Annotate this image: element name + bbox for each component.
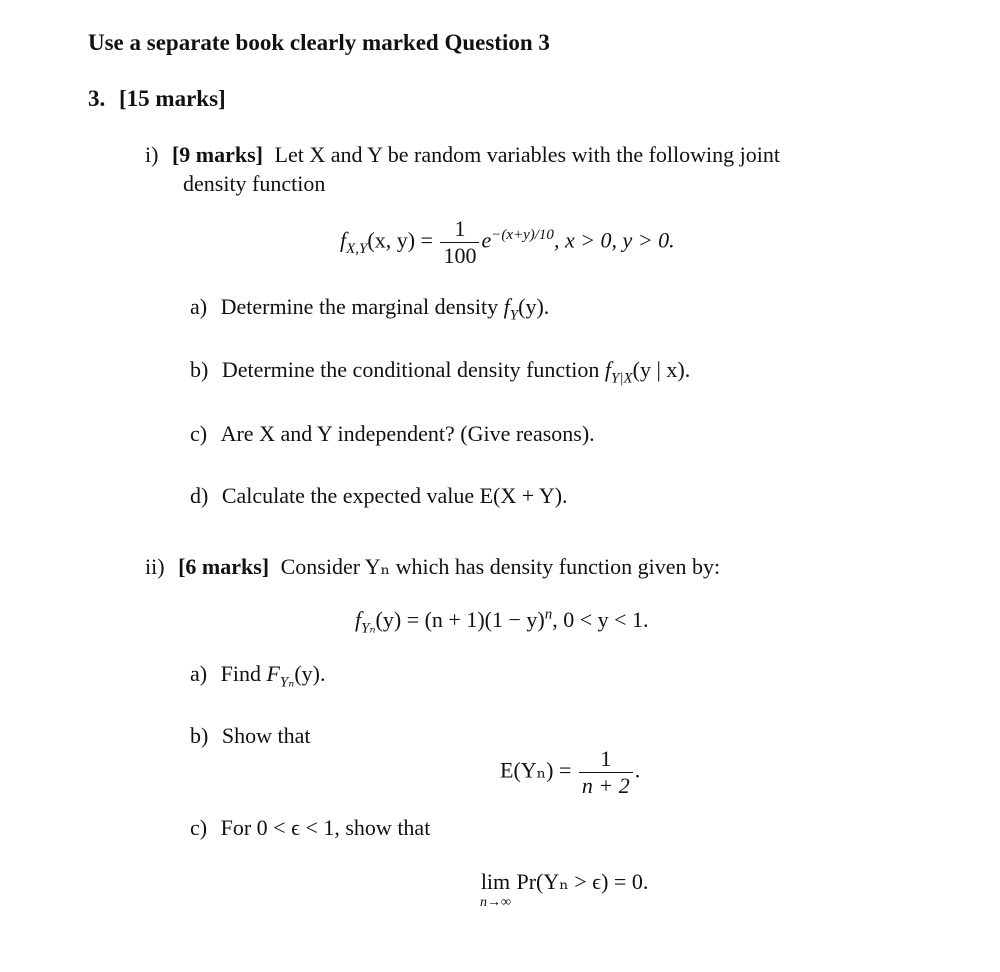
item-label: b) — [190, 357, 209, 382]
formula-domain: , x > 0, y > 0. — [553, 227, 675, 253]
formula-e: e — [481, 227, 492, 253]
formula-f: f — [355, 607, 362, 632]
formula-fraction — [440, 218, 479, 267]
part-i-item-c — [190, 423, 595, 445]
header-instruction: Use a separate book clearly marked Question 3 — [88, 30, 550, 55]
formula-f: f — [340, 227, 347, 253]
formula-lhs: E(Yₙ) = — [500, 757, 572, 783]
item-sub: Y — [509, 307, 519, 324]
part-i-intro-line2: density function — [183, 171, 326, 196]
lim-subscript: n→∞ — [480, 895, 511, 910]
joint-density-formula — [340, 218, 675, 267]
item-label: b) — [190, 723, 209, 748]
item-text: Find — [220, 661, 267, 686]
item-label: a) — [190, 661, 208, 686]
item-after: (y | x). — [632, 357, 691, 382]
part-ii-item-b — [190, 725, 310, 747]
formula-domain: , 0 < y < 1. — [552, 607, 649, 632]
formula-args: (x, y) = — [367, 227, 433, 253]
expected-value-formula — [500, 748, 640, 797]
part-i-intro — [145, 144, 780, 166]
item-math: F — [266, 661, 280, 686]
item-text: Determine the marginal density — [220, 294, 504, 319]
part-ii-intro — [145, 556, 720, 578]
item-text: Calculate the expected value E(X + Y). — [221, 483, 568, 508]
fraction-denominator: 100 — [443, 243, 477, 268]
part-ii-intro-text: Consider Yₙ which has density function given by: — [280, 554, 721, 579]
formula-exponent: n — [544, 606, 553, 623]
formula-exponent: −(x+y)/10 — [491, 227, 554, 244]
part-i-item-d — [190, 485, 568, 507]
part-ii-label: ii) — [145, 554, 165, 579]
item-text: For 0 < ϵ < 1, show that — [220, 815, 431, 840]
formula-body: (y) = (n + 1)(1 − y) — [375, 607, 545, 632]
question-marks: [15 marks] — [119, 86, 226, 111]
item-label: d) — [190, 483, 209, 508]
formula-sub: Yₙ — [361, 620, 376, 637]
formula-sub: X,Y — [346, 240, 368, 257]
yn-density-formula — [355, 606, 649, 637]
item-text: Determine the conditional density function — [221, 357, 605, 382]
limit-operator — [480, 871, 511, 910]
item-text: Are X and Y independent? (Give reasons). — [220, 421, 595, 446]
limit-body: Pr(Yₙ > ϵ) = 0. — [516, 869, 649, 894]
item-sub: Y|X — [611, 370, 633, 387]
part-ii-marks: [6 marks] — [178, 554, 270, 579]
lim-text: lim — [480, 869, 511, 894]
item-math: f — [604, 357, 612, 382]
part-i-intro-text: Let X and Y be random variables with the following joint — [274, 142, 780, 167]
item-label: c) — [190, 815, 208, 840]
part-i-item-b — [190, 357, 691, 387]
fraction-numerator: 1 — [579, 748, 633, 773]
formula-end: . — [634, 757, 641, 783]
part-i-marks: [9 marks] — [171, 142, 263, 167]
part-i-item-a — [190, 294, 550, 324]
formula-fraction — [579, 748, 633, 797]
item-label: c) — [190, 421, 208, 446]
item-label: a) — [190, 294, 208, 319]
item-math: f — [503, 294, 510, 319]
part-ii-item-a — [190, 661, 326, 691]
item-after: (y). — [518, 294, 550, 319]
item-sub: Yₙ — [279, 674, 295, 691]
fraction-denominator: n + 2 — [581, 773, 630, 798]
item-text: Show that — [221, 723, 311, 748]
question-heading — [88, 87, 226, 110]
part-ii-item-c — [190, 817, 430, 839]
item-after: (y). — [294, 661, 326, 686]
limit-formula — [480, 871, 648, 910]
part-i-label: i) — [145, 142, 159, 167]
question-number: 3. — [88, 86, 106, 111]
fraction-numerator: 1 — [440, 218, 479, 243]
